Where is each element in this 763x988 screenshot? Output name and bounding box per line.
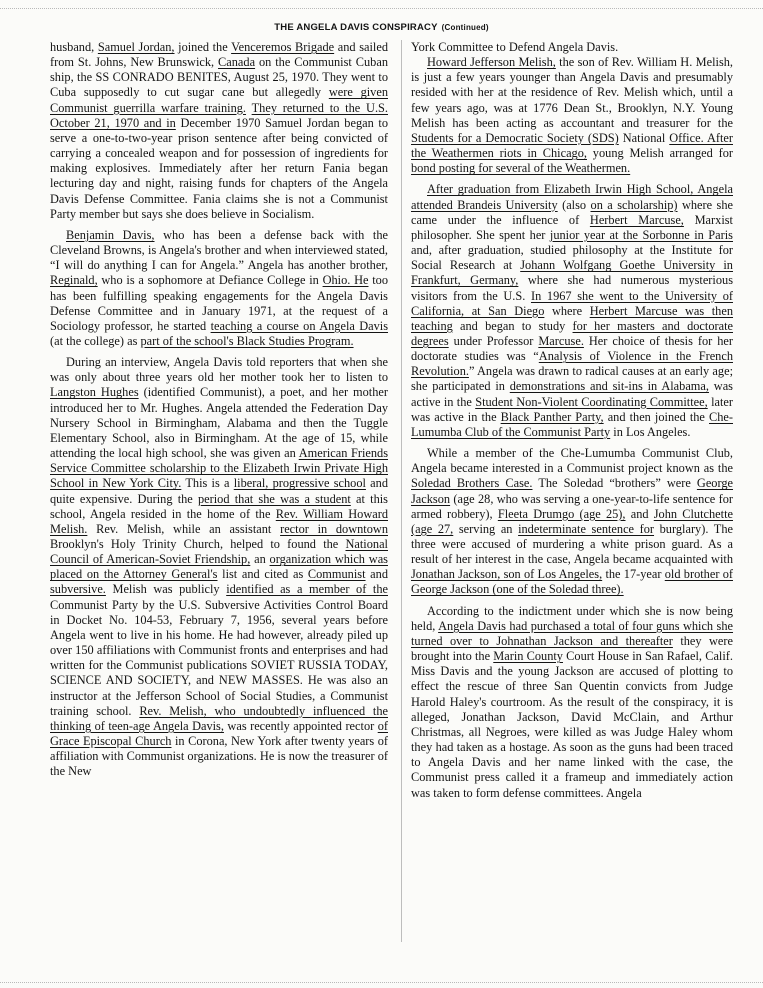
bottom-dotted-border [0, 982, 763, 983]
underlined-text: Herbert Marcuse, [589, 212, 684, 227]
underlined-text: subversive. [50, 582, 106, 597]
underlined-text: for her masters and doctorate degrees [411, 318, 733, 348]
text-run: Her choice of thesis for her doctorate studies was “ [411, 333, 733, 364]
text-run: who has been a defense back with the Cleveland Browns, is Angela's brother and when interviewed stated, “I will do anything I can for Angela.” Angela has another brother, [50, 227, 389, 273]
text-run: and [625, 506, 654, 521]
text-run: was active in the [411, 379, 733, 409]
text-run: (age 28, who was serving a one-year-to-life sentence for armed robbery), [411, 491, 733, 521]
text-run: and [365, 567, 388, 582]
underlined-text: Howard Jefferson Melish, [427, 55, 556, 70]
paragraph [411, 446, 733, 598]
underlined-text: Communist [307, 567, 366, 582]
underlined-text: period that she was a student [197, 491, 351, 506]
text-run: Communist Party by the U.S. Subversive Activities Control Board in Docket No. 104-53, February 7, 1956, several years before Angela went to live in his home. He had however, already piled up over 150 affiliations with Communist fronts and enterprises and had written for the Communist publications SOVIET RUSSIA TODAY, SCIENCE AND SOCIETY, and NEW MASSES. He was also an instructor at the Jefferson School of Social Studies, a Communist training school. [50, 597, 388, 718]
underlined-text: old brother of George Jackson (one of the Soledad three). [411, 567, 733, 597]
text-run: where [544, 303, 590, 318]
text-run: (identified Communist), a poet, and her mother introduced her to Mr. Hughes. Angela attended the Federation Day Nursery School in Birmingham, Alabama and then the Tuggle Elementary School, also in Birmingham. At the age of 15, while attending the local high school, she was given an [50, 385, 388, 461]
text-run: Melish was publicly [105, 582, 227, 597]
underlined-text: John Clutchette (age 27, [411, 506, 733, 536]
text-run: the son of Rev. William H. Melish, is just a few years younger than Angela Davis and presumably resided with her at the residence of Rev. Melish which, until a few years ago, was at 1776 Dean St., Brooklyn, N.Y. Young Melish has been acting as accountant and treasurer for the [411, 55, 734, 130]
text-run: where she came under the influence of [411, 197, 733, 227]
text-run: ” Angela was drawn to radical causes at an early age; she participated in [411, 364, 733, 394]
underlined-text: Office. After the Weathermen riots in Chicago, [411, 130, 733, 161]
underlined-text: After graduation from Elizabeth Irwin High School, Angela attended Brandeis University [411, 182, 733, 212]
text-run: husband, [50, 40, 98, 54]
underlined-text: Ohio. He [322, 273, 369, 288]
text-run: in Los Angeles. [610, 424, 691, 439]
text-run: list and cited as [217, 567, 308, 582]
underlined-text: Benjamin Davis, [66, 227, 155, 242]
text-run: young Melish arranged for [586, 146, 733, 161]
underlined-text: identified as a member of the [226, 582, 388, 597]
underlined-text: Venceremos Brigade [231, 40, 335, 54]
text-run: During an interview, Angela Davis told reporters that when she was only about three years old her mother took her to listen to [50, 355, 388, 385]
underlined-text: Black Panther Party, [500, 409, 604, 424]
left-column [50, 40, 388, 780]
text-run: an [250, 552, 270, 567]
underlined-text: were given Communist guerrilla warfare training. [50, 85, 388, 115]
text-run: the 17-year [602, 567, 665, 582]
header-continued: (Continued) [441, 23, 489, 32]
paragraph [50, 40, 388, 222]
running-header [0, 22, 763, 33]
underlined-text: George Jackson [411, 476, 734, 506]
underlined-text: Marcuse. [538, 333, 584, 348]
underlined-text: Canada [218, 55, 256, 70]
underlined-text: Reginald, [50, 273, 98, 288]
text-run: who is a sophomore at Defiance College in [97, 273, 323, 288]
text-run: on the Communist Cuban ship, the SS CONRADO BENITES, August 25, 1970. They went to Cuba supposedly to cut sugar cane but allegedly [50, 55, 388, 100]
text-run: This is a [181, 476, 234, 491]
text-run: under Professor [448, 333, 539, 348]
top-dotted-border [0, 8, 763, 9]
text-run: and sailed from St. Johns, New Brunswick, [50, 40, 389, 70]
text-run: December 1970 Samuel Jordan began to serve a one-to-two-year prison sentence after being convicted of carrying a concealed weapon and for possession of ingredients for making explosives. Immediately after her return Fania began lecturing day and night, raising funds for chapters of the Angela Davis Defense Committee. Fania claims she is not a Communist Party member but says she does believe in Socialism. [50, 115, 388, 221]
underlined-text: They returned to the U.S. October 21, 1970 and in [50, 100, 388, 130]
underlined-text: Langston Hughes [50, 385, 139, 400]
text-run: where she had numerous mysterious visitors from the U.S. [411, 273, 733, 303]
underlined-text: indeterminate sentence for [518, 521, 655, 536]
underlined-text: Herbert Marcuse was then teaching [411, 303, 734, 333]
paragraph [411, 182, 733, 440]
underlined-text: Rev. Melish, who undoubtedly influenced the thinking of teen-age Angela Davis, [50, 703, 388, 733]
paragraph [411, 55, 733, 176]
text-run: and then joined the [603, 409, 709, 424]
text-run: later was active in the [411, 394, 733, 424]
underlined-text: liberal, progressive school [233, 476, 366, 491]
underlined-text: junior year at the Sorbonne in Paris [549, 227, 733, 242]
underlined-text: Student Non-Violent Coordinating Committee, [475, 394, 708, 409]
text-run: at this school, Angela resided in the home of the [50, 491, 388, 521]
header-title: THE ANGELA DAVIS CONSPIRACY [274, 22, 438, 33]
text-run: too has been fulfilling speaking engagements for the Angela Davis Defense Committee and in January 1971, at the request of a Sociology professor, he started [50, 273, 388, 333]
underlined-text: of Grace Episcopal Church [50, 718, 388, 749]
underlined-text: Jonathan Jackson, son of Los Angeles, [411, 567, 603, 582]
text-run: (also [557, 197, 591, 212]
underlined-text: Che-Lumumba Club of the Communist Party [411, 409, 733, 439]
underlined-text: bond posting for several of the Weathermen. [411, 161, 631, 176]
underlined-text: Soledad Brothers Case. [411, 476, 533, 491]
text-run: in Corona, New York after twenty years of affiliation with Communist organizations. He is now the treasurer of the New [50, 734, 388, 779]
underlined-text: Angela Davis had purchased a total of four guns which she turned over to Johnathan Jackson and thereafter [411, 618, 734, 648]
text-run: According to the indictment under which she is now being held, [411, 603, 733, 633]
text-run: was recently appointed rector [223, 718, 378, 733]
underlined-text: Johann Wolfgang Goethe University in Frankfurt, Germany, [411, 258, 733, 288]
text-run: they were brought into the [411, 633, 733, 664]
right-column [411, 40, 733, 801]
text-run: and began to study [452, 318, 573, 333]
underlined-text: teaching a course on Angela Davis [210, 318, 389, 333]
underlined-text: American Friends Service Committee scholarship to the Elizabeth Irwin Private High School in New York City. [50, 446, 389, 491]
text-run: The Soledad “brothers” were [532, 476, 697, 491]
underlined-text: part of the school's Black Studies Program. [140, 333, 354, 348]
underlined-text: demonstrations and sit-ins in Alabama, [509, 379, 709, 394]
underlined-text: National Council of American-Soviet Friendship, [50, 537, 388, 567]
text-run: National [618, 130, 670, 145]
paragraph [50, 228, 388, 349]
underlined-text: Analysis of Violence in the French Revolution. [411, 349, 733, 379]
underlined-text: In 1967 she went to the University of California, at San Diego [411, 288, 733, 318]
text-run: York Committee to Defend Angela Davis. [411, 40, 619, 54]
underlined-text: Marin County [493, 649, 563, 664]
text-run: While a member of the Che-Lumumba Communist Club, Angela became interested in a Communist project known as the [411, 446, 733, 476]
underlined-text: Rev. William Howard Melish. [50, 506, 388, 536]
underlined-text: Students for a Democratic Society (SDS) [411, 130, 619, 145]
text-run: burglary). The three were accused of murdering a white prison guard. As a result of her interest in the case, Angela became acquainted with [411, 521, 733, 567]
text-run: Rev. Melish, while an assistant [87, 521, 281, 536]
underlined-text: Samuel Jordan, [97, 40, 175, 54]
text-run: Court House in San Rafael, Calif. Miss Davis and the young Jackson are accused of plotting to effect the rescue of three San Quentin convicts from Judge Harold Haley's courtroom. As the result of the conspiracy, it is alleged, Jonathan Jackson, David McClain, and Arthur Christmas, all Negroes, were killed as was Judge Haley whom they had taken as a hostage. As soon as the guns had been traced to Angela Davis and her name linked with the case, the Communist press called it a frameup and immediately action was taken to form defense committees. Angela [411, 649, 733, 800]
paragraph [411, 40, 733, 55]
paragraph [411, 604, 733, 801]
underlined-text: organization which was placed on the Attorney General's [50, 552, 388, 582]
text-run: Marxist philosopher. She spent her [411, 212, 733, 242]
text-run: Brooklyn's Holy Trinity Church, helped to found the [50, 537, 346, 551]
text-run: joined the [174, 40, 232, 54]
text-run: serving an [453, 521, 519, 536]
paragraph [50, 355, 388, 779]
column-rule [401, 40, 402, 942]
underlined-text: Fleeta Drumgo (age 25), [497, 506, 626, 521]
text-run: and quite expensive. During the [50, 476, 389, 506]
underlined-text: rector in downtown [280, 521, 388, 536]
underlined-text: on a scholarship) [590, 197, 678, 212]
text-run: (at the college) as [50, 333, 141, 348]
text-run: and, after graduation, studied philosophy at the Institute for Social Research at [411, 243, 733, 273]
